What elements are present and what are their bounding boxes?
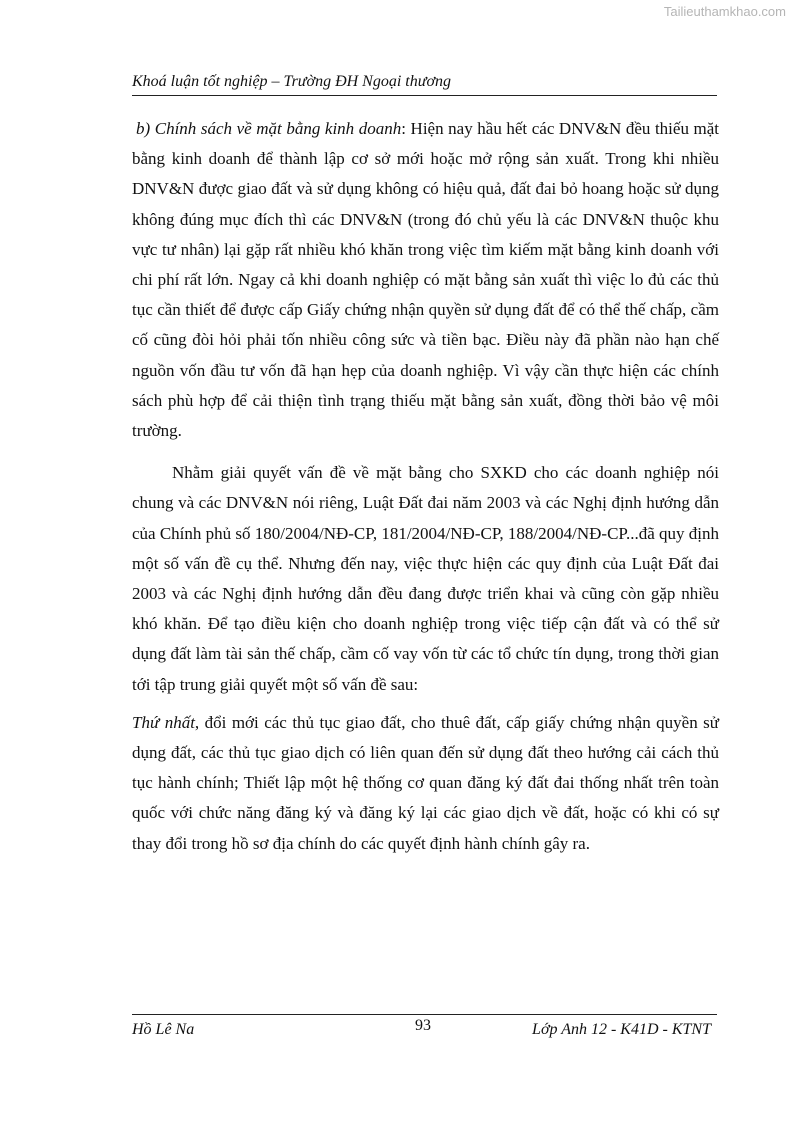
page-footer xyxy=(132,1014,717,1043)
section-heading: b) Chính sách về mặt bằng kinh doanh xyxy=(136,119,402,138)
paragraph-text: : Hiện nay hầu hết các DNV&N đều thiếu mặt bằng kinh doanh để thành lập cơ sở mới hoặc mở rộng sản xuất. Trong khi nhiều DNV&N được giao đất và sử dụng không có hiệu quả, đất đai bỏ hoang hoặc sử dụng không đúng mục đích thì các DNV&N (trong đó chủ yếu là các DNV&N thuộc khu vực tư nhân) lại gặp rất nhiều khó khăn trong việc tìm kiếm mặt bằng kinh doanh với chi phí rất lớn. Ngay cả khi doanh nghiệp có mặt bằng sản xuất thì việc lo đủ các thủ tục cần thiết để được cấp Giấy chứng nhận quyền sử dụng đất để có thể thế chấp, cầm cố cũng đòi hỏi phải tốn nhiều công sức và tiền bạc. Điều này đã phần nào hạn chế nguồn vốn đầu tư vốn đã hạn hẹp của doanh nghiệp. Vì vậy cần thực hiện các chính sách phù hợp để cải thiện tình trạng thiếu mặt bằng sản xuất, đồng thời bảo vệ môi trường. xyxy=(132,119,720,441)
page-number: 93 xyxy=(415,1017,431,1034)
paragraph-land-law: Nhằm giải quyết vấn đề về mặt bằng cho SXKD cho các doanh nghiệp nói chung và các DNV&N nói riêng, Luật Đất đai năm 2003 và các Nghị định hướng dẫn của Chính phủ số 180/2004/NĐ-CP, 181/2004/NĐ-CP, 188/2004/NĐ-CP...đã quy định một số vấn đề cụ thể. Nhưng đến nay, việc thực hiện các quy định của Luật Đất đai 2003 và các Nghị định hướng dẫn đều đang được triển khai và cũng còn gặp nhiều khó khăn. Để tạo điều kiện cho doanh nghiệp trong việc tiếp cận đất và có thể sử dụng đất làm tài sản thế chấp, cầm cố vay vốn từ các tổ chức tín dụng, trong thời gian tới tập trung giải quyết một số vấn đề sau: xyxy=(132,463,719,694)
page-header: Khoá luận tốt nghiệp – Trường ĐH Ngoại thương xyxy=(132,73,717,96)
footer-author: Hồ Lê Na xyxy=(132,1021,195,1038)
document-body xyxy=(132,114,719,859)
watermark: Tailieuthamkhao.com xyxy=(663,4,786,19)
paragraph-first-measure xyxy=(132,708,719,859)
footer-class: Lớp Anh 12 - K41D - KTNT xyxy=(532,1021,711,1038)
paragraph-land-policy xyxy=(132,114,719,446)
item-lead: Thứ nhất xyxy=(132,712,195,732)
paragraph-text: , đổi mới các thủ tục giao đất, cho thuê đất, cấp giấy chứng nhận quyền sử dụng đất, các thủ tục giao dịch có liên quan đến sử dụng đất theo hướng cải cách thủ tục hành chính; Thiết lập một hệ thống cơ quan đăng ký đất đai thống nhất trên toàn quốc với chức năng đăng ký và đăng ký lại các giao dịch về đất, hoặc có khi có sự thay đổi trong hồ sơ địa chính do các quyết định hành chính gây ra. xyxy=(132,712,719,853)
